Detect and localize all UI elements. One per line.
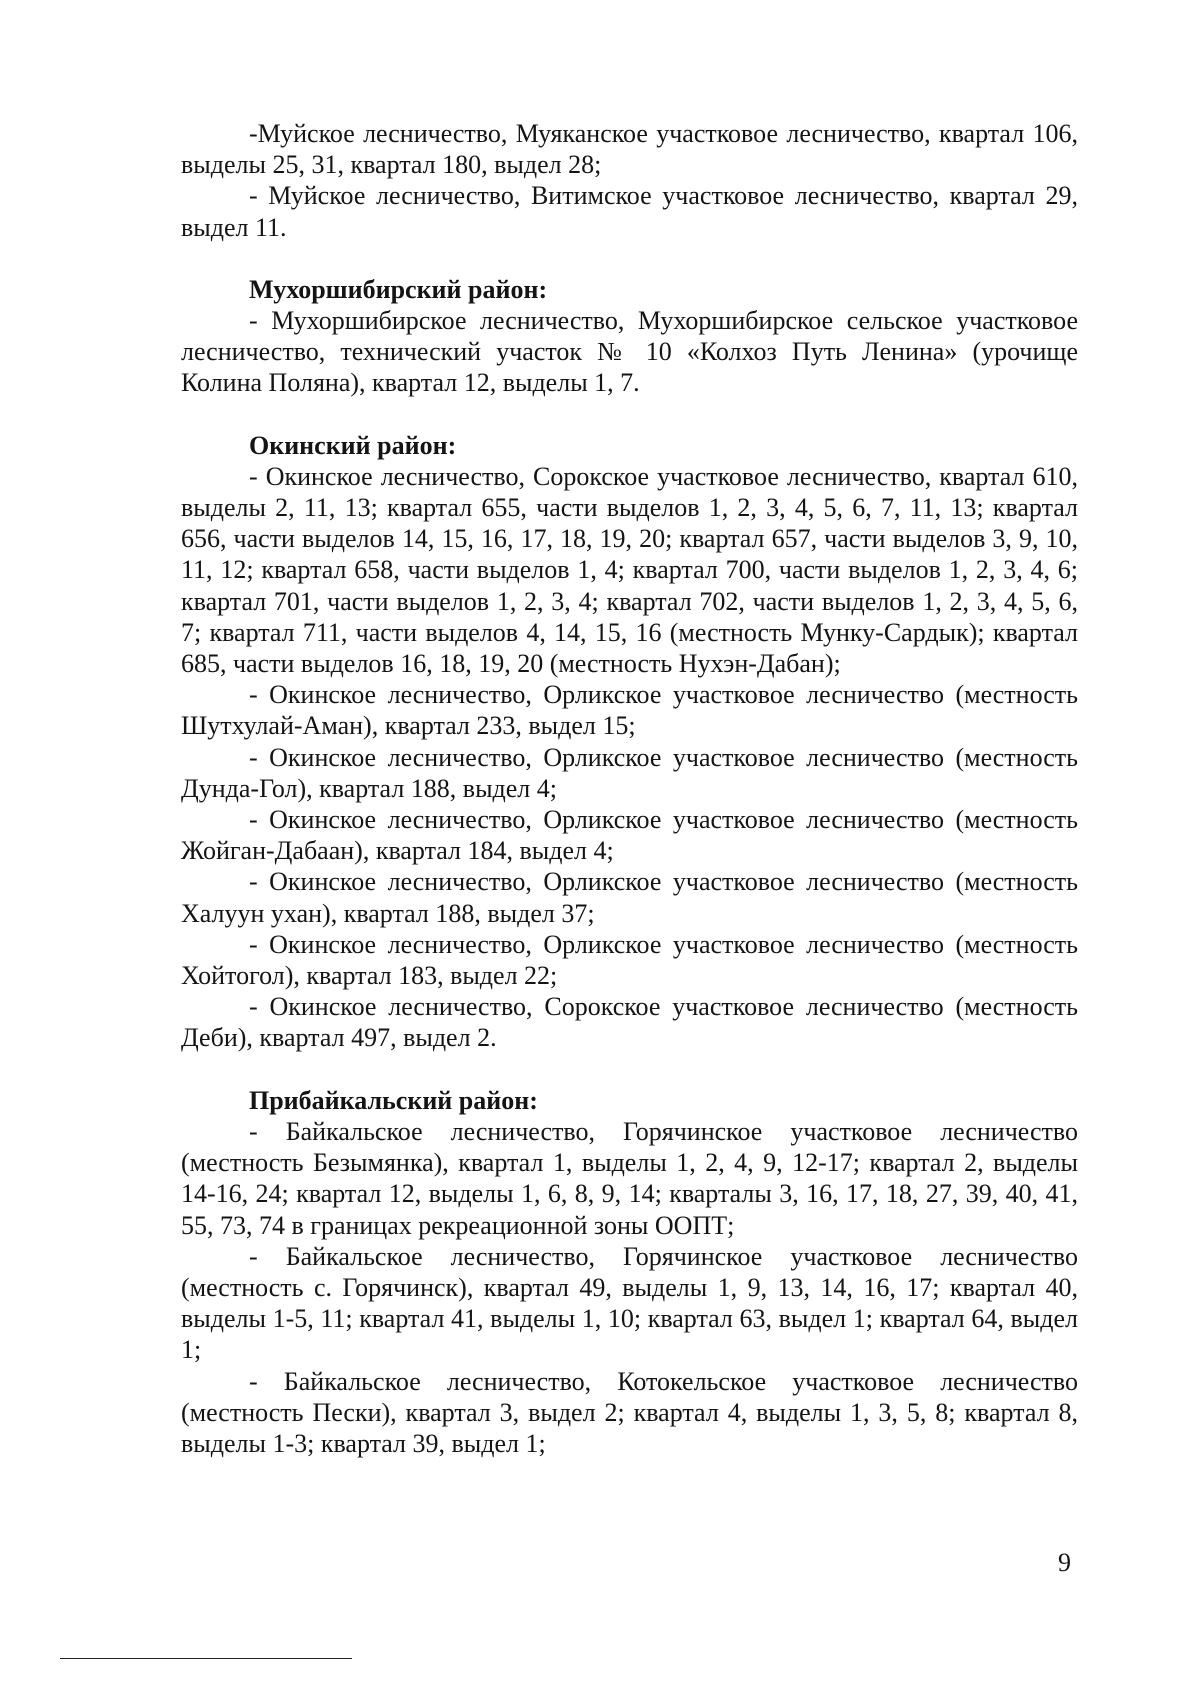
list-item: - Муйское лесничество, Витимское участковое лесничество, квартал 29, выдел 11. bbox=[181, 181, 1078, 242]
list-item: - Мухоршибирское лесничество, Мухоршибирское сельское участковое лесничество, технический участок № 10 «Колхоз Путь Ленина» (урочище Колина Поляна), квартал 12, выделы 1, 7. bbox=[181, 306, 1078, 398]
page-number: 9 bbox=[1058, 1548, 1071, 1577]
list-item: - Окинское лесничество, Орликское участковое лесничество (местность Дунда-Гол), квартал 188, выдел 4; bbox=[181, 742, 1078, 803]
list-item: -Муйское лесничество, Муяканское участковое лесничество, квартал 106, выделы 25, 31, квартал 180, выдел 28; bbox=[181, 119, 1078, 180]
list-item: - Окинское лесничество, Орликское участковое лесничество (местность Шутхулай-Аман), квартал 233, выдел 15; bbox=[181, 680, 1078, 741]
list-item: - Окинское лесничество, Орликское участковое лесничество (местность Хойтогол), квартал 183, выдел 22; bbox=[181, 929, 1078, 991]
section-spacer bbox=[181, 1054, 1078, 1085]
section-heading-pribaikalsky: Прибайкальский район: bbox=[249, 1085, 538, 1115]
list-item: - Байкальское лесничество, Горячинское участковое лесничество (местность с. Горячинск), квартал 49, выделы 1, 9, 13, 14, 16, 17; квартал 40, выделы 1-5, 11; квартал 41, выделы 1, 10; квартал 63, выдел 1; квартал 64, выдел 1; bbox=[181, 1241, 1078, 1365]
section-heading-okinsky: Окинский район: bbox=[249, 430, 457, 460]
section-spacer bbox=[181, 399, 1078, 430]
section-heading-mukhorshibirsky: Мухоршибирский район: bbox=[249, 274, 548, 304]
list-item: - Байкальское лесничество, Горячинское участковое лесничество (местность Безымянка), квартал 1, выделы 1, 2, 4, 9, 12-17; квартал 2, выделы 14-16, 24; квартал 12, выделы 1, 6, 8, 9, 14; кварталы 3, 16, 17, 18, 27, 39, 40, 41, 55, 73, 74 в границах рекреационной зоны ООПТ; bbox=[181, 1116, 1078, 1240]
list-item: - Окинское лесничество, Сорокское участковое лесничество (местность Деби), квартал 497, выдел 2. bbox=[181, 992, 1078, 1053]
section-spacer bbox=[181, 243, 1078, 274]
footnote-divider bbox=[60, 1658, 352, 1659]
list-item: - Окинское лесничество, Орликское участковое лесничество (местность Халуун ухан), квартал 188, выдел 37; bbox=[181, 867, 1078, 928]
list-item: - Окинское лесничество, Орликское участковое лесничество (местность Жойган-Дабаан), квартал 184, выдел 4; bbox=[181, 805, 1078, 866]
list-item: - Байкальское лесничество, Котокельское участковое лесничество (местность Пески), квартал 3, выдел 2; квартал 4, выделы 1, 3, 5, 8; квартал 8, выделы 1-3; квартал 39, выдел 1; bbox=[181, 1366, 1078, 1458]
list-item: - Окинское лесничество, Сорокское участковое лесничество, квартал 610, выделы 2, 11, 13; квартал 655, части выделов 1, 2, 3, 4, 5, 6, 7, 11, 13; квартал 656, части выделов 14, 15, 16, 17, 18, 19, 20; квартал 657, части выделов 3, 9, 10, 11, 12; квартал 658, части выделов 1, 4; квартал 700, части выделов 1, 2, 3, 4, 6; квартал 701, части выделов 1, 2, 3, 4; квартал 702, части выделов 1, 2, 3, 4, 5, 6, 7; квартал 711, части выделов 4, 14, 15, 16 (местность Мунку-Сардык); квартал 685, части выделов 16, 18, 19, 20 (местность Нухэн-Дабан); bbox=[181, 461, 1078, 679]
page-body bbox=[181, 118, 1078, 1459]
